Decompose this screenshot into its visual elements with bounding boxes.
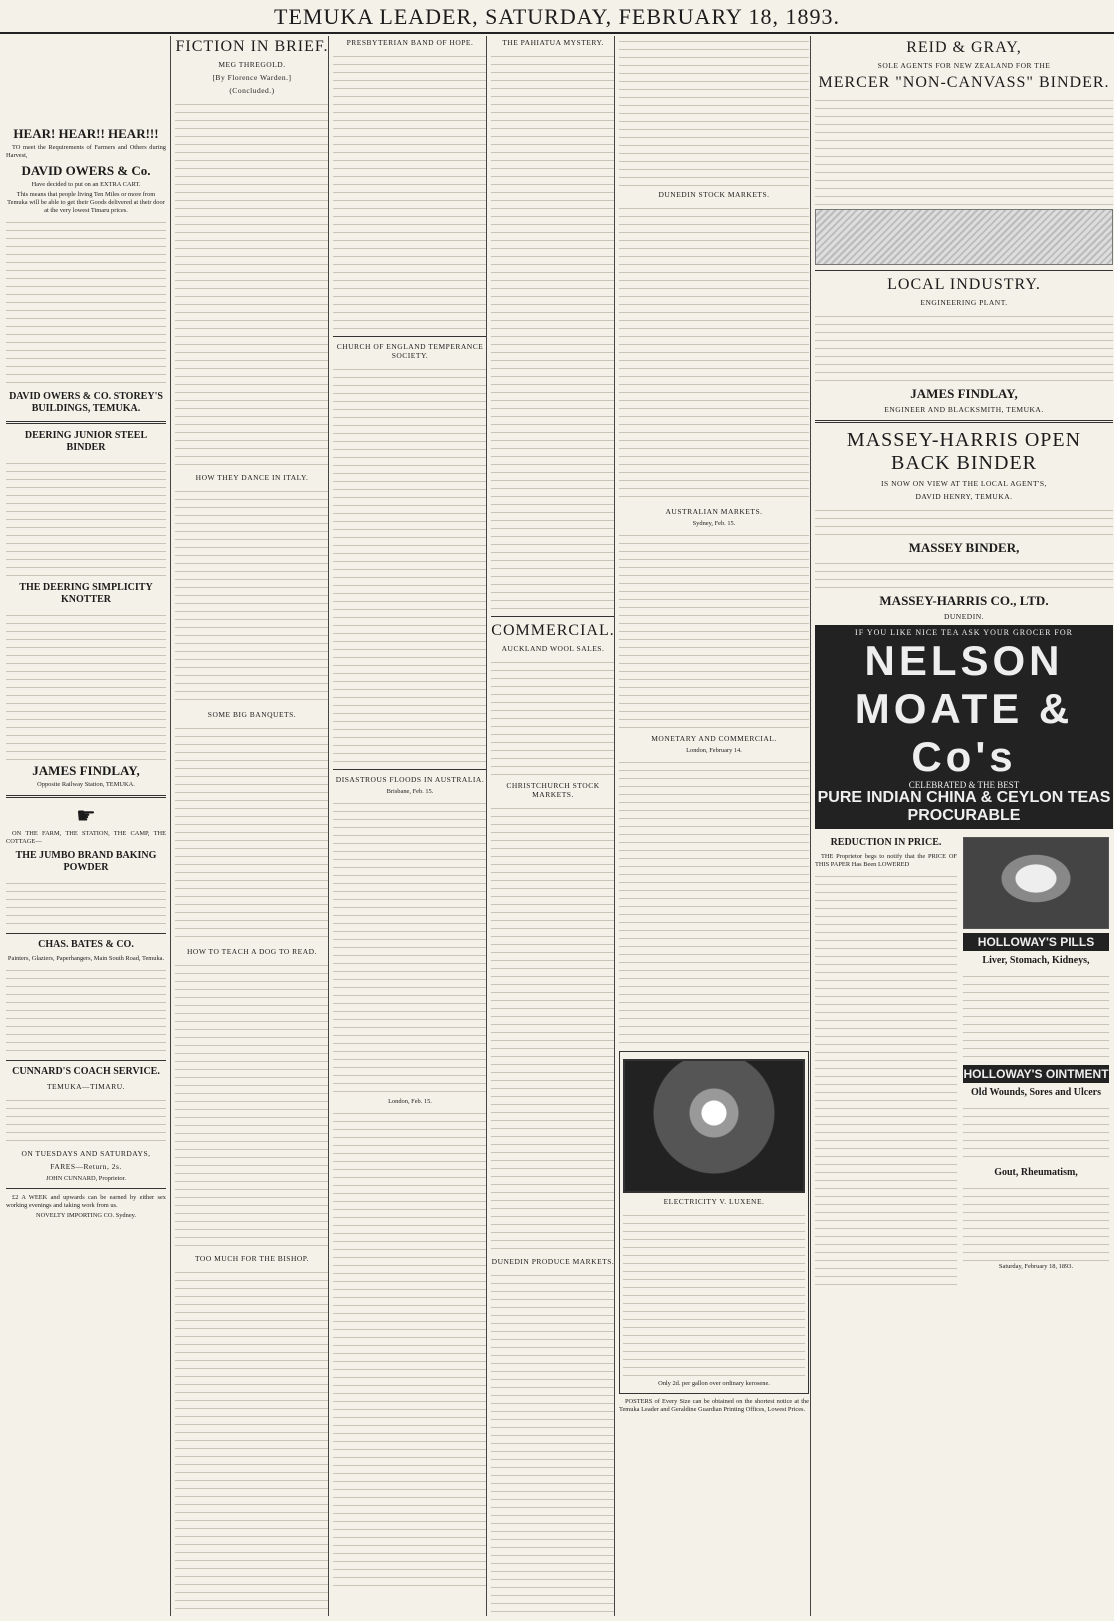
monetary-headline: MONETARY AND COMMERCIAL. xyxy=(651,734,777,743)
engineering-body xyxy=(815,311,1113,383)
findlay-name: JAMES FINDLAY, xyxy=(32,763,140,778)
divider xyxy=(6,1060,166,1061)
holloway-pills-banner: HOLLOWAY'S PILLS xyxy=(963,933,1109,951)
findlay-address: Opposite Railway Station, TEMUKA. xyxy=(37,781,135,788)
band-headline: PRESBYTERIAN BAND OF HOPE. xyxy=(346,38,474,47)
mercer-headline: MERCER "NON-CANVASS" BINDER. xyxy=(818,74,1110,91)
dance-headline: HOW THEY DANCE IN ITALY. xyxy=(195,473,309,482)
owers-price-list xyxy=(6,217,166,387)
commercial-headline: COMMERCIAL. xyxy=(491,622,615,639)
massey-headline: MASSEY-HARRIS OPEN BACK BINDER xyxy=(846,429,1082,474)
owers-intro: TO meet the Requirements of Farmers and Others during Harvest, xyxy=(6,144,166,159)
deering-body xyxy=(6,458,166,578)
bishop-body xyxy=(175,1267,329,1616)
london-dateline: London, February 14. xyxy=(686,747,742,754)
fiction-headline: FICTION IN BRIEF. xyxy=(175,38,329,55)
massey-view: IS NOW ON VIEW AT THE LOCAL AGENT'S, xyxy=(881,479,1047,488)
column-3 xyxy=(328,36,487,1616)
owers-name: DAVID OWERS & Co. xyxy=(21,163,151,178)
london-body xyxy=(333,1108,487,1588)
cunnard-proprietor: JOHN CUNNARD, Proprietor. xyxy=(46,1175,126,1182)
wool-headline: AUCKLAND WOOL SALES. xyxy=(501,644,605,653)
holloway-ointment-banner: HOLLOWAY'S OINTMENT xyxy=(963,1067,1109,1081)
massey-terms xyxy=(815,558,1113,590)
massey-body xyxy=(815,505,1113,537)
luxene-ad xyxy=(619,1051,809,1394)
column-1 xyxy=(6,36,166,1616)
owers-means: This means that people living Ten Miles or more from Temuka will be able to get their Goods delivered at their door at the very lowest Timaru prices. xyxy=(7,191,165,214)
binder-illustration xyxy=(815,209,1113,265)
knotter-headline: THE DEERING SIMPLICITY KNOTTER xyxy=(19,582,153,605)
australian-body xyxy=(619,530,809,730)
divider xyxy=(6,933,166,934)
reduction-column xyxy=(815,833,957,1291)
deering-headline: DEERING JUNIOR STEEL BINDER xyxy=(24,430,148,453)
tea-brand: NELSON MOATE & Co's xyxy=(854,637,1074,780)
hear-headline: HEAR! HEAR!! HEAR!!! xyxy=(13,126,159,141)
divider xyxy=(333,336,487,337)
divider xyxy=(6,795,166,798)
luxene-headline: ELECTRICITY V. LUXENE. xyxy=(663,1197,765,1206)
mystery-body xyxy=(491,51,615,611)
findlay-engineer: JAMES FINDLAY, xyxy=(910,386,1018,401)
massey-binder: MASSEY BINDER, xyxy=(908,540,1020,555)
masthead-title: TEMUKA LEADER, SATURDAY, FEBRUARY 18, 1893. xyxy=(274,4,840,29)
column-5 xyxy=(614,36,809,1616)
newspaper-page xyxy=(6,36,1111,1616)
bates-sub: Painters, Glaziers, Paperhangers, Main South Road, Temuka. xyxy=(7,955,165,962)
dance-body xyxy=(175,486,329,706)
lower-ads xyxy=(815,833,1113,1373)
farm-text: ON THE FARM, THE STATION, THE CAMP, THE COTTAGE— xyxy=(6,830,166,845)
reduction-headline: REDUCTION IN PRICE. xyxy=(830,837,942,848)
divider xyxy=(815,420,1113,423)
massey-company: MASSEY-HARRIS CO., LTD. xyxy=(879,593,1049,608)
masthead xyxy=(0,0,1114,34)
owers-cart: Have decided to put on an EXTRA CART. xyxy=(31,181,141,188)
produce-headline: DUNEDIN PRODUCE MARKETS. xyxy=(491,1257,615,1266)
novelty-importing: NOVELTY IMPORTING CO. Sydney. xyxy=(35,1212,137,1219)
massey-city: DUNEDIN. xyxy=(943,612,985,621)
reid-gray-headline: REID & GRAY, xyxy=(906,39,1022,56)
divider xyxy=(815,270,1113,271)
story-title: MEG THREGOLD. xyxy=(218,60,286,69)
tea-pure: PURE INDIAN CHINA & CEYLON TEAS xyxy=(817,789,1111,806)
story-author: [By Florence Warden.] xyxy=(212,73,292,82)
floods-body xyxy=(333,798,487,1098)
banquets-headline: SOME BIG BANQUETS. xyxy=(207,710,297,719)
divider xyxy=(6,421,166,424)
jumbo-headline: THE JUMBO BRAND BAKING POWDER xyxy=(15,850,157,873)
sheepskins-body xyxy=(619,36,809,186)
chch-body xyxy=(491,803,615,1253)
column-4 xyxy=(486,36,615,1616)
cunnard-fares: FARES—Return, 2s. xyxy=(50,1162,122,1171)
holloway-illustration xyxy=(963,837,1109,929)
gout-body xyxy=(963,1183,1109,1263)
column-6 xyxy=(810,36,1113,1616)
pills-body xyxy=(963,971,1109,1061)
bates-body xyxy=(6,965,166,1055)
wool-body xyxy=(491,657,615,777)
column-2 xyxy=(170,36,329,1616)
cunnard-route: TEMUKA—TIMARU. xyxy=(46,1082,126,1091)
massey-agent: DAVID HENRY, TEMUKA. xyxy=(915,492,1013,501)
tea-ad-top: IF YOU LIKE NICE TEA ASK YOUR GROCER FOR xyxy=(855,628,1073,637)
mystery-headline: THE PAHIATUA MYSTERY. xyxy=(502,38,604,47)
owers-footer: DAVID OWERS & CO. STOREY'S BUILDINGS, TEMUKA. xyxy=(9,391,163,414)
reduction-notice: THE Proprietor begs to notify that the PRICE OF THIS PAPER Has Been LOWERED xyxy=(815,853,957,868)
divider xyxy=(333,769,487,770)
dunedin-stock-body xyxy=(619,203,809,503)
week-ad: £2 A WEEK and upwards can be earned by either sex working evenings and taking work from us. xyxy=(6,1194,166,1209)
holloway-column xyxy=(963,833,1109,1273)
pointing-hand-icon: ☛ xyxy=(76,804,96,829)
bates-headline: CHAS. BATES & CO. xyxy=(38,939,134,950)
chch-headline: CHRISTCHURCH STOCK MARKETS. xyxy=(506,781,600,799)
imprint-date: Saturday, February 18, 1893. xyxy=(998,1263,1074,1270)
temperance-headline: CHURCH OF ENGLAND TEMPERANCE SOCIETY. xyxy=(336,342,484,360)
liver-headline: Liver, Stomach, Kidneys, xyxy=(982,955,1090,966)
cunnard-days: ON TUESDAYS AND SATURDAYS, xyxy=(21,1149,151,1158)
nelson-moate-tea-ad xyxy=(815,625,1113,829)
reid-gray-sub: SOLE AGENTS FOR NEW ZEALAND FOR THE xyxy=(877,61,1051,70)
divider xyxy=(491,616,615,617)
dunedin-stock-headline: DUNEDIN STOCK MARKETS. xyxy=(658,190,770,199)
engineering-headline: ENGINEERING PLANT. xyxy=(920,298,1008,307)
sydney-dateline: Sydney, Feb. 15. xyxy=(692,520,736,527)
temperance-body xyxy=(333,364,487,764)
band-body xyxy=(333,51,487,331)
london-dateline: London, Feb. 15. xyxy=(388,1098,432,1105)
knotter-body xyxy=(6,610,166,760)
posters-ad: POSTERS of Every Size can be obtained on the shortest notice at the Temuka Leader and Geraldine Guardian Printing Offices, Lowest Prices. xyxy=(619,1398,809,1413)
mercer-body xyxy=(815,95,1113,205)
bishop-headline: TOO MUCH FOR THE BISHOP. xyxy=(194,1254,310,1263)
story-body xyxy=(175,99,329,469)
ointment-body xyxy=(963,1103,1109,1163)
banquets-body xyxy=(175,723,329,943)
story-concluded: (Concluded.) xyxy=(229,86,275,95)
produce-body xyxy=(491,1270,615,1616)
local-industry-headline: LOCAL INDUSTRY. xyxy=(887,276,1041,293)
gout-headline: Gout, Rheumatism, xyxy=(994,1167,1078,1178)
lamp-illustration xyxy=(623,1059,805,1193)
luxene-price: Only 2d. per gallon over ordinary kerosene. xyxy=(658,1380,770,1387)
reduction-body xyxy=(815,871,957,1291)
divider xyxy=(6,1188,166,1189)
luxene-body xyxy=(623,1210,805,1380)
tea-procurable: PROCURABLE xyxy=(907,807,1021,824)
dog-headline: HOW TO TEACH A DOG TO READ. xyxy=(187,947,317,956)
monetary-body xyxy=(619,757,809,1047)
old-wounds-headline: Old Wounds, Sores and Ulcers xyxy=(971,1087,1101,1098)
findlay-engineer-sub: ENGINEER AND BLACKSMITH, TEMUKA. xyxy=(884,405,1044,414)
jumbo-body xyxy=(6,878,166,928)
tea-celebrated: CELEBRATED & THE BEST xyxy=(908,780,1020,790)
floods-headline: DISASTROUS FLOODS IN AUSTRALIA. xyxy=(335,775,485,784)
australian-headline: AUSTRALIAN MARKETS. xyxy=(665,507,763,516)
cunnard-headline: CUNNARD'S COACH SERVICE. xyxy=(12,1066,160,1077)
cunnard-body xyxy=(6,1095,166,1145)
dog-body xyxy=(175,960,329,1250)
floods-dateline: Brisbane, Feb. 15. xyxy=(386,788,434,795)
